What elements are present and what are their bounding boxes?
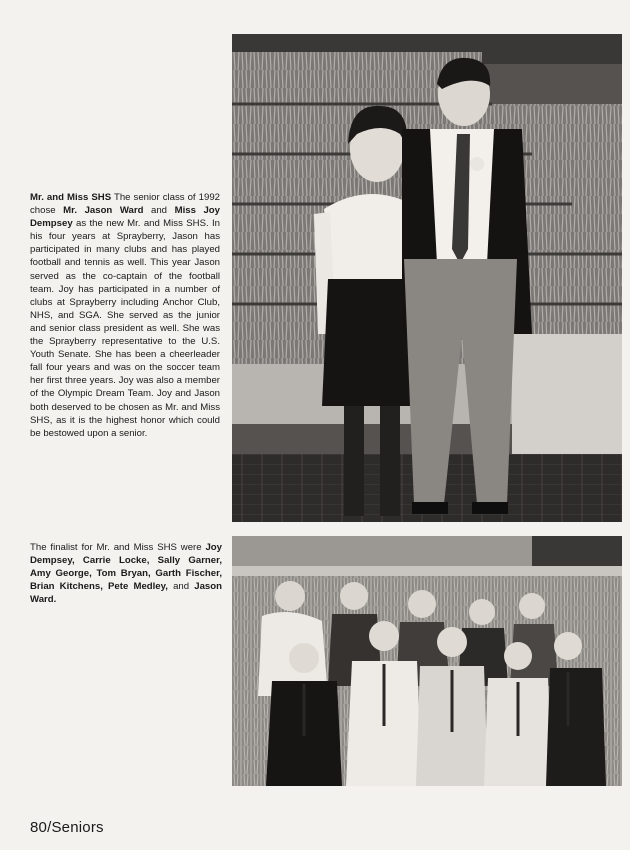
caption-finalists-last-name: Jason Ward. xyxy=(30,581,222,606)
caption-text-3: as the new Mr. and Miss SHS. In his four years at Sprayberry, Jason has participated in many clubs and has played football and tennis as well. This year Jason served as the co-captain of the football team. Joy has participated in a number of clubs at Sprayberry including Anchor Club, NHS, and SGA. She served as the junior and senior class president as well. She was the Sprayberry representative to the U.S. Youth Senate. She has been a cheerleader fall four years and was on the soccer team her first three years. Joy was also a member of the Olympic Dream Team. Joy and Jason both deserved to be chosen as Mr. and Miss SHS, as it is the highest honor which could be bestowed upon a senior. xyxy=(30,218,220,439)
caption-heading: Mr. and Miss SHS xyxy=(30,192,112,203)
caption-finalists-intro: The finalist for Mr. and Miss SHS were xyxy=(30,542,206,553)
caption-finalists xyxy=(30,541,222,606)
photo-finalists xyxy=(232,536,622,786)
photo-mr-miss-shs xyxy=(232,34,622,522)
caption-mr-miss-shs xyxy=(30,191,220,440)
page-folio: 80/Seniors xyxy=(30,819,104,836)
caption-text-2: and xyxy=(143,205,175,217)
caption-name-joy: Miss Joy Dempsey xyxy=(30,205,220,230)
caption-text-1: The senior class of 1992 chose xyxy=(30,192,220,217)
caption-finalists-and: and xyxy=(167,581,195,593)
caption-name-jason: Mr. Jason Ward xyxy=(63,205,144,217)
caption-finalists-names: Joy Dempsey, Carrie Locke, Sally Garner, Amy George, Tom Bryan, Garth Fischer, Brian Kitchens, Pete Medley, xyxy=(30,542,222,593)
